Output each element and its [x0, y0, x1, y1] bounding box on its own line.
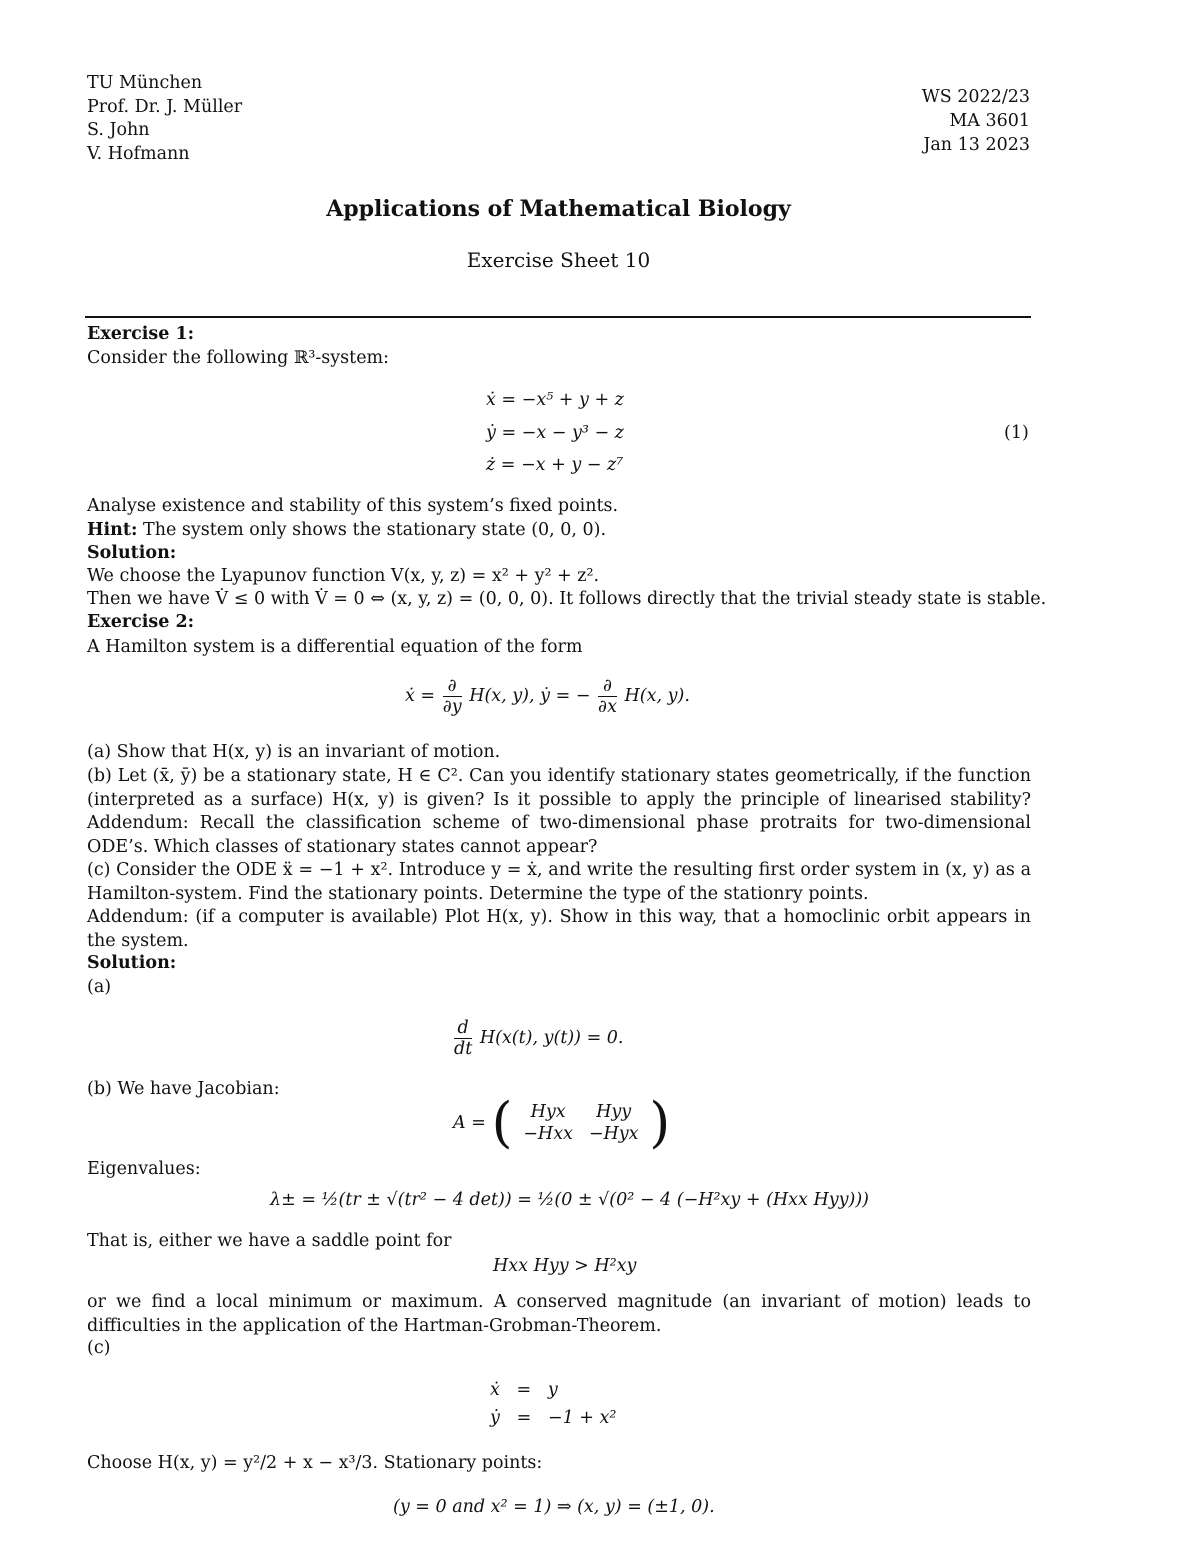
fraction-denominator: dt [454, 1039, 473, 1059]
hamiltonian-choice: Choose H(x, y) = y²/2 + x − x³/3. Stationary points: [87, 1453, 543, 1473]
matrix-entry-12: Hyy [596, 1102, 632, 1122]
exercise-2-part-c: (c) Consider the ODE ẍ = −1 + x². Introduce y = ẋ, and write the resulting first order system in (x, y) as a Hamilton-system. Find the stationary points. Determine the type of the stationry points. [87, 860, 1031, 904]
header-left [87, 72, 242, 166]
fraction-numerator: d [454, 1018, 472, 1039]
matrix-entry-11: Hyx [530, 1102, 566, 1122]
exercise-2-heading: Exercise 2: [87, 612, 195, 632]
invariant-expression: H(x(t), y(t)) = 0. [479, 1028, 624, 1048]
exercise-1-solution-label: Solution: [87, 543, 177, 563]
exercise-1-solution-line-1: We choose the Lyapunov function V(x, y, z) = x² + y² + z². [87, 566, 600, 586]
system-equation-3: ż = −x + y − z⁷ [486, 455, 624, 475]
time-derivative-fraction [454, 1018, 472, 1059]
first-order-system-1: ẋ = y [490, 1380, 558, 1400]
invariant-equation [452, 1018, 624, 1059]
eigenvalue-equation: λ± = ½(tr ± √(tr² − 4 det)) = ½(0 ± √(0² − 4 (−H²xy + (Hxx Hyy))) [270, 1190, 869, 1210]
saddle-condition-text: That is, either we have a saddle point for [87, 1231, 452, 1251]
eigenvalues-label: Eigenvalues: [87, 1159, 201, 1179]
exercise-2-part-b: (b) Let (x̄, ȳ) be a stationary state, H ∈ C². Can you identify stationary states geometrically, if the function (interpreted as a surface) H(x, y) is given? Is it possible to apply the principle of linearised stability? Addendum: Recall the classification scheme of two-dimensional phase protraits for two-dimensional ODE’s. Which classes of stationary states cannot appear? [87, 766, 1031, 857]
sheet-date: Jan 13 2023 [923, 135, 1030, 155]
exercise-2-addendum: Addendum: (if a computer is available) Plot H(x, y). Show in this way, that a homoclinic orbit appears in the system. [87, 907, 1031, 951]
partial-y-fraction [443, 676, 462, 717]
fraction-numerator: ∂ [443, 676, 462, 697]
matrix-body [518, 1101, 644, 1145]
exercise-1-hint [87, 520, 606, 540]
left-parenthesis: ( [491, 1091, 513, 1154]
title-divider [85, 316, 1031, 318]
header-right [922, 85, 1030, 157]
hamilton-xdot: ẋ = [405, 686, 436, 706]
exercise-2-solution-label: Solution: [87, 953, 177, 973]
hamilton-middle: H(x, y), ẏ = − [469, 686, 591, 706]
exercise-1-heading: Exercise 1: [87, 324, 195, 344]
system-equation-1: ẋ = −x⁵ + y + z [486, 390, 624, 410]
assistant-name-1: S. John [87, 120, 150, 140]
system-equation-2: ẏ = −x − y³ − z [486, 423, 624, 443]
partial-x-fraction [598, 676, 617, 717]
matrix-entry-21: −Hxx [523, 1124, 573, 1144]
professor-name: Prof. Dr. J. Müller [87, 96, 243, 117]
exercise-1-task: Analyse existence and stability of this system’s fixed points. [87, 496, 619, 516]
fraction-denominator: ∂x [598, 697, 617, 717]
exercise-1-intro: Consider the following ℝ³-system: [87, 348, 390, 368]
hamilton-end: H(x, y). [624, 686, 690, 706]
semester: WS 2022/23 [921, 87, 1030, 107]
exercise-1-solution-line-2: Then we have V̇ ≤ 0 with V̇ = 0 ⇔ (x, y, z) = (0, 0, 0). It follows directly that the trivial steady state is stable. [87, 589, 1047, 609]
first-order-system-2: ẏ = −1 + x² [490, 1408, 617, 1428]
solution-part-c-label: (c) [87, 1338, 111, 1358]
right-parenthesis: ) [649, 1091, 671, 1154]
jacobian-lhs: A = [453, 1113, 486, 1133]
university-name: TU München [87, 73, 203, 93]
hint-label: Hint: [87, 520, 138, 540]
assistant-name-2: V. Hofmann [87, 143, 190, 164]
equation-number: (1) [1004, 423, 1029, 443]
document-subtitle: Exercise Sheet 10 [466, 248, 651, 272]
hamilton-equation [405, 676, 690, 717]
exercise-2-intro: A Hamilton system is a differential equation of the form [87, 637, 583, 657]
hint-text: The system only shows the stationary state (0, 0, 0). [143, 520, 607, 540]
matrix-entry-22: −Hyx [588, 1124, 639, 1144]
exercise-2-part-a: (a) Show that H(x, y) is an invariant of motion. [87, 742, 501, 762]
saddle-inequality: Hxx Hyy > H²xy [493, 1256, 637, 1276]
solution-part-a-label: (a) [87, 977, 112, 997]
jacobian-matrix [453, 1091, 671, 1154]
solution-part-b-label: (b) We have Jacobian: [87, 1079, 280, 1099]
fraction-denominator: ∂y [442, 697, 462, 717]
stationary-points-equation: (y = 0 and x² = 1) ⇒ (x, y) = (±1, 0). [393, 1497, 715, 1517]
min-max-text: or we find a local minimum or maximum. A conserved magnitude (an invariant of motion) leads to difficulties in the application of the Hartman-Grobman-Theorem. [87, 1292, 1031, 1336]
document-title: Applications of Mathematical Biology [326, 196, 791, 222]
fraction-numerator: ∂ [598, 676, 617, 697]
course-code: MA 3601 [949, 111, 1030, 131]
